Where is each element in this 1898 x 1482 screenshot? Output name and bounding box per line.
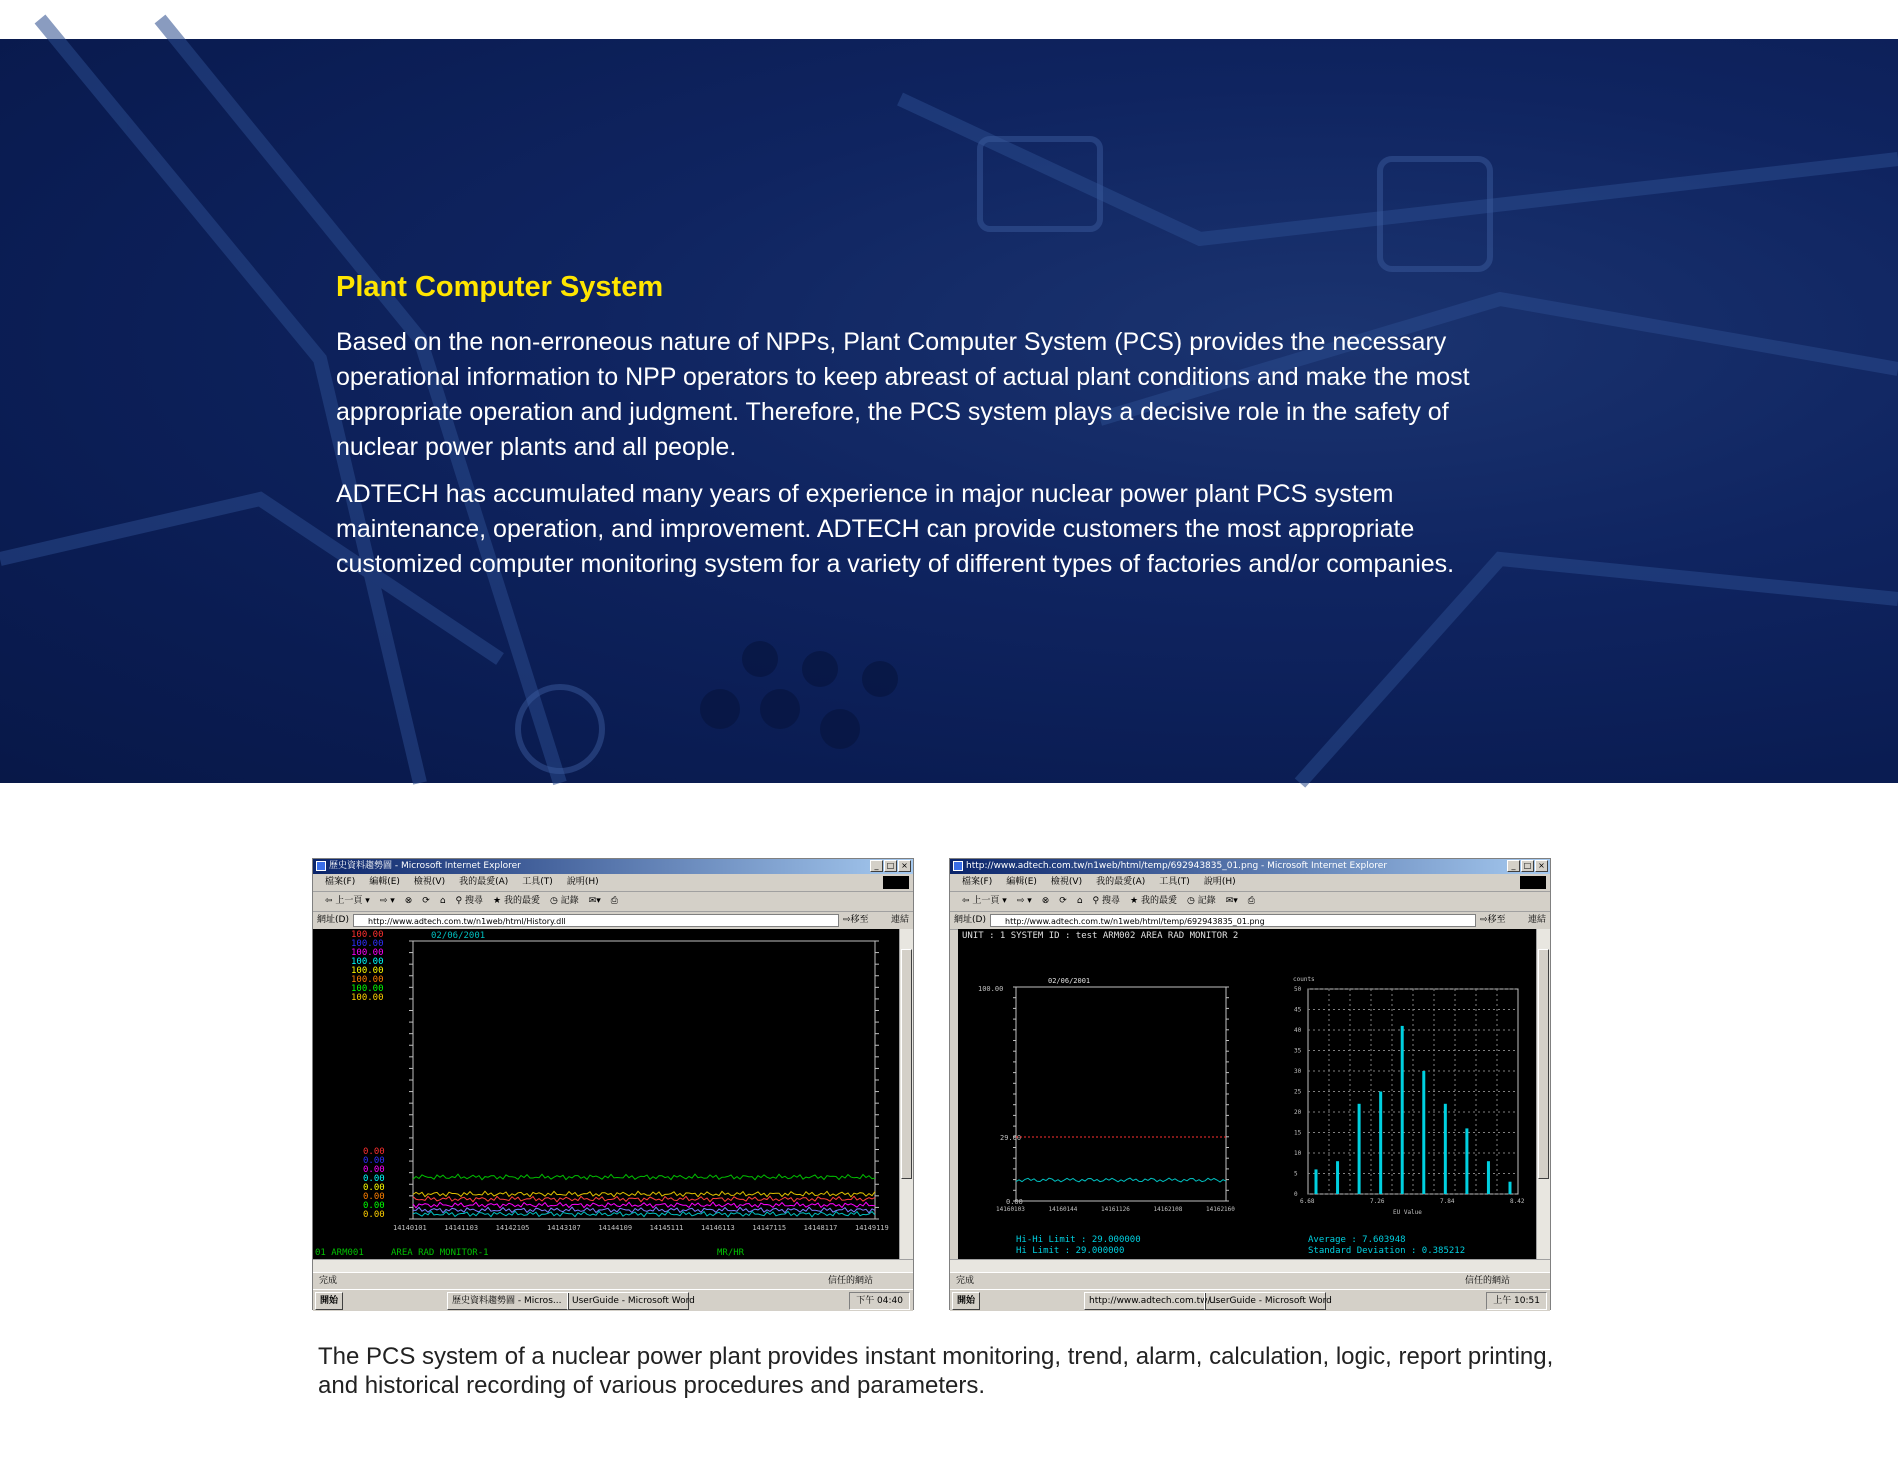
x-tick-label: 14144109	[598, 1224, 633, 1232]
horizontal-scrollbar[interactable]	[950, 1259, 1550, 1272]
screenshot-history-trend	[312, 858, 914, 1310]
hist-ylabel: counts	[1293, 976, 1315, 983]
hist-x-tick: 8.42	[1510, 1198, 1525, 1205]
top-scale-value: 100.00	[351, 993, 384, 1003]
trend-x-tick: 14161126	[1101, 1206, 1130, 1213]
menu-view[interactable]: 檢視(V)	[413, 877, 446, 887]
hist-y-tick: 20	[1294, 1109, 1302, 1116]
address-label: 網址(D)	[317, 915, 349, 925]
toolbar	[950, 892, 1550, 912]
screen-header: UNIT : 1 SYSTEM ID : test ARM002 AREA RAD MONITOR 2	[962, 931, 1239, 941]
taskbar	[950, 1289, 1550, 1311]
trend-x-tick: 14162108	[1153, 1206, 1183, 1213]
menu-file[interactable]: 檔案(F)	[962, 877, 993, 887]
menu-tools[interactable]: 工具(T)	[522, 877, 553, 887]
x-tick-label: 14145111	[649, 1224, 684, 1232]
zone-text: 信任的網站	[1464, 1276, 1510, 1286]
hist-y-tick: 45	[1294, 1006, 1302, 1014]
favorites-button[interactable]: ★ 我的最愛	[493, 896, 540, 906]
hist-y-tick: 0	[1294, 1191, 1298, 1198]
address-bar	[950, 912, 1550, 930]
trend-x-tick: 14160144	[1048, 1206, 1078, 1213]
trend-series-line	[413, 1211, 875, 1217]
stop-icon[interactable]: ⊗	[1041, 896, 1050, 906]
hist-bar	[1379, 1092, 1382, 1195]
x-tick-label: 14149119	[855, 1224, 889, 1232]
go-button[interactable]: ⇨移至	[1480, 915, 1506, 925]
favorites-button[interactable]: ★ 我的最愛	[1130, 896, 1177, 906]
task-ie[interactable]: http://www.adtech.com.tw/...	[1084, 1292, 1206, 1310]
hist-y-tick: 35	[1294, 1047, 1302, 1055]
hist-bar	[1444, 1104, 1447, 1194]
horizontal-scrollbar[interactable]	[313, 1259, 913, 1272]
x-tick-label: 14142105	[495, 1224, 530, 1232]
close-button[interactable]: ×	[1535, 860, 1548, 872]
trend-display	[313, 929, 901, 1259]
maximize-button[interactable]: □	[884, 860, 897, 872]
status-text: 完成	[956, 1276, 975, 1286]
top-scale-value: 100.00	[351, 939, 384, 949]
scroll-thumb[interactable]	[1538, 949, 1549, 1179]
trend-date: 02/06/2001	[1048, 977, 1091, 985]
trend-series-line	[413, 1174, 875, 1180]
x-tick-label: 14140101	[393, 1224, 427, 1232]
trend-series-line	[413, 1196, 875, 1202]
trend-ymin: 0.00	[1006, 1198, 1023, 1206]
x-tick-label: 14146113	[701, 1224, 735, 1232]
footer-name: AREA RAD MONITOR-1	[391, 1248, 489, 1258]
history-button[interactable]: ◷ 記錄	[549, 896, 579, 906]
menu-favorites[interactable]: 我的最愛(A)	[1096, 877, 1146, 887]
menu-edit[interactable]: 編輯(E)	[369, 877, 400, 887]
hist-xlabel: EU Value	[1393, 1209, 1422, 1216]
minimize-button[interactable]: _	[1507, 860, 1520, 872]
trend-and-histogram-chart	[958, 929, 1538, 1259]
hero-paragraph-1: Based on the non-erroneous nature of NPPs, Plant Computer System (PCS) provides the necessary operational information to NPP operators to keep abreast of actual plant conditions and make the most appropriate operation and judgment. Therefore, the PCS system plays a decisive role in the safety of nuclear power plants and all people.	[336, 328, 1470, 461]
hist-y-tick: 50	[1294, 986, 1302, 993]
address-bar	[313, 912, 913, 930]
x-tick-label: 14141103	[444, 1224, 479, 1232]
trend-ymid: 29.00	[1000, 1134, 1022, 1142]
address-input[interactable]: http://www.adtech.com.tw/n1web/html/temp/692943835_01.png	[990, 914, 1476, 927]
menu-edit[interactable]: 編輯(E)	[1006, 877, 1037, 887]
menu-view[interactable]: 檢視(V)	[1050, 877, 1083, 887]
hist-bar	[1336, 1161, 1339, 1194]
bottom-scale-value: 0.00	[363, 1147, 385, 1157]
address-input[interactable]: http://www.adtech.com.tw/n1web/html/History.dll	[353, 914, 839, 927]
print-icon[interactable]: ⎙	[610, 896, 618, 906]
bottom-scale-value: 0.00	[363, 1201, 385, 1211]
hero-banner	[0, 39, 1898, 783]
hist-bar	[1401, 1026, 1404, 1194]
hist-bar	[1465, 1128, 1468, 1194]
hist-y-tick: 5	[1294, 1170, 1298, 1178]
bottom-scale-value: 0.00	[363, 1165, 385, 1175]
search-button[interactable]: ⚲ 搜尋	[1092, 896, 1121, 906]
links-button[interactable]: 連結	[1527, 915, 1546, 925]
hist-bar	[1358, 1104, 1361, 1194]
trend-series-line	[1016, 1178, 1226, 1182]
window-titlebar	[950, 859, 1550, 874]
top-scale-value: 100.00	[351, 984, 384, 994]
screenshot-histogram	[949, 858, 1551, 1310]
start-button[interactable]: 開始	[952, 1292, 980, 1310]
stop-icon[interactable]: ⊗	[404, 896, 413, 906]
forward-icon[interactable]: ⇨ ▾	[1016, 896, 1032, 906]
ie-icon	[316, 861, 326, 871]
bottom-scale-value: 0.00	[363, 1210, 385, 1220]
task-word[interactable]: UserGuide - Microsoft Word	[1204, 1292, 1326, 1310]
taskbar	[313, 1289, 913, 1311]
trend-chart-1	[313, 929, 901, 1259]
top-scale-value: 100.00	[351, 957, 384, 967]
bottom-scale-value: 0.00	[363, 1183, 385, 1193]
hist-bar	[1315, 1169, 1318, 1194]
task-ie[interactable]: 歷史資料趨勢圖 - Micros...	[447, 1292, 569, 1310]
bottom-scale-value: 0.00	[363, 1192, 385, 1202]
footer-id: 01 ARM001	[315, 1248, 364, 1258]
ie-icon	[953, 861, 963, 871]
trend-x-tick: 14162160	[1206, 1206, 1235, 1213]
menu-help[interactable]: 說明(H)	[1203, 877, 1236, 887]
stdev-text: Standard Deviation : 0.385212	[1308, 1246, 1466, 1256]
trend-ymax: 100.00	[978, 985, 1004, 993]
window-title: 歷史資料趨勢圖 - Microsoft Internet Explorer	[329, 861, 521, 871]
top-scale-value: 100.00	[351, 975, 384, 985]
hist-y-tick: 25	[1294, 1088, 1302, 1096]
hist-y-tick: 30	[1294, 1068, 1302, 1075]
close-button[interactable]: ×	[898, 860, 911, 872]
windows-flag-icon	[1520, 876, 1546, 889]
hist-x-tick: 7.84	[1440, 1198, 1455, 1205]
menu-tools[interactable]: 工具(T)	[1159, 877, 1190, 887]
refresh-icon[interactable]: ⟳	[1059, 896, 1067, 906]
top-scale-value: 100.00	[351, 930, 384, 940]
footer-unit: MR/HR	[717, 1248, 745, 1258]
top-scale-value: 100.00	[351, 966, 384, 976]
hero-title: Plant Computer System	[336, 271, 664, 303]
home-icon[interactable]: ⌂	[1076, 896, 1083, 906]
menu-help[interactable]: 說明(H)	[566, 877, 599, 887]
hi-limit-text: Hi Limit : 29.000000	[1016, 1246, 1125, 1256]
status-bar	[313, 1272, 913, 1290]
trend-frame	[1016, 987, 1226, 1201]
menu-bar	[313, 874, 913, 892]
links-button[interactable]: 連結	[890, 915, 909, 925]
maximize-button[interactable]: □	[1521, 860, 1534, 872]
address-label: 網址(D)	[954, 915, 986, 925]
trend-date: 02/06/2001	[431, 931, 486, 941]
bottom-scale-value: 0.00	[363, 1156, 385, 1166]
window-titlebar	[313, 859, 913, 874]
average-text: Average : 7.603948	[1308, 1235, 1406, 1245]
zone-text: 信任的網站	[827, 1276, 873, 1286]
window-title: http://www.adtech.com.tw/n1web/html/temp/692943835_01.png - Microsoft Internet Explorer	[966, 861, 1388, 871]
hist-y-tick: 10	[1294, 1150, 1302, 1157]
back-button[interactable]: ⇦ 上一頁 ▾	[962, 896, 1007, 906]
forward-icon[interactable]: ⇨ ▾	[379, 896, 395, 906]
hist-y-tick: 40	[1294, 1027, 1302, 1034]
trend-series-line	[413, 1207, 875, 1213]
menu-favorites[interactable]: 我的最愛(A)	[459, 877, 509, 887]
hero-paragraph-2: ADTECH has accumulated many years of experience in major nuclear power plant PCS system maintenance, operation, and improvement. ADTECH can provide customers the most appropriate customized computer monitoring system for a variety of different types of factories and/or companies.	[336, 480, 1455, 578]
clock: 上午 10:51	[1486, 1292, 1547, 1310]
vertical-scrollbar[interactable]	[1536, 929, 1550, 1259]
vertical-scrollbar[interactable]	[899, 929, 913, 1259]
start-button[interactable]: 開始	[315, 1292, 343, 1310]
hist-y-tick: 15	[1294, 1129, 1302, 1137]
mail-icon[interactable]: ✉▾	[1225, 896, 1238, 906]
hist-x-tick: 6.68	[1300, 1198, 1315, 1205]
search-button[interactable]: ⚲ 搜尋	[455, 896, 484, 906]
caption: The PCS system of a nuclear power plant provides instant monitoring, trend, alarm, calculation, logic, report printing, and historical recording of various procedures and parameters.	[318, 1343, 1554, 1399]
print-icon[interactable]: ⎙	[1247, 896, 1255, 906]
go-button[interactable]: ⇨移至	[843, 915, 869, 925]
x-tick-label: 14147115	[752, 1224, 787, 1232]
minimize-button[interactable]: _	[870, 860, 883, 872]
history-button[interactable]: ◷ 記錄	[1186, 896, 1216, 906]
x-tick-label: 14148117	[803, 1224, 838, 1232]
menu-file[interactable]: 檔案(F)	[325, 877, 356, 887]
hero-text-block	[336, 267, 1536, 594]
hist-bar	[1487, 1161, 1490, 1194]
trend-x-tick: 14160103	[996, 1206, 1025, 1213]
mail-icon[interactable]: ✉▾	[588, 896, 601, 906]
back-button[interactable]: ⇦ 上一頁 ▾	[325, 896, 370, 906]
bottom-scale-value: 0.00	[363, 1174, 385, 1184]
hist-x-tick: 7.26	[1370, 1198, 1385, 1205]
task-word[interactable]: UserGuide - Microsoft Word	[567, 1292, 689, 1310]
scroll-thumb[interactable]	[901, 949, 912, 1179]
status-bar	[950, 1272, 1550, 1290]
windows-flag-icon	[883, 876, 909, 889]
status-text: 完成	[319, 1276, 338, 1286]
home-icon[interactable]: ⌂	[439, 896, 446, 906]
hist-bar	[1422, 1071, 1425, 1194]
menu-bar	[950, 874, 1550, 892]
clock: 下午 04:40	[849, 1292, 910, 1310]
refresh-icon[interactable]: ⟳	[422, 896, 430, 906]
hist-bar	[1509, 1182, 1512, 1194]
x-tick-label: 14143107	[547, 1224, 581, 1232]
histogram-display	[958, 929, 1538, 1259]
top-scale-value: 100.00	[351, 948, 384, 958]
trend-series-line	[413, 1191, 875, 1197]
hihi-limit-text: Hi-Hi Limit : 29.000000	[1016, 1235, 1141, 1245]
trend-series-line	[413, 1202, 875, 1208]
toolbar	[313, 892, 913, 912]
